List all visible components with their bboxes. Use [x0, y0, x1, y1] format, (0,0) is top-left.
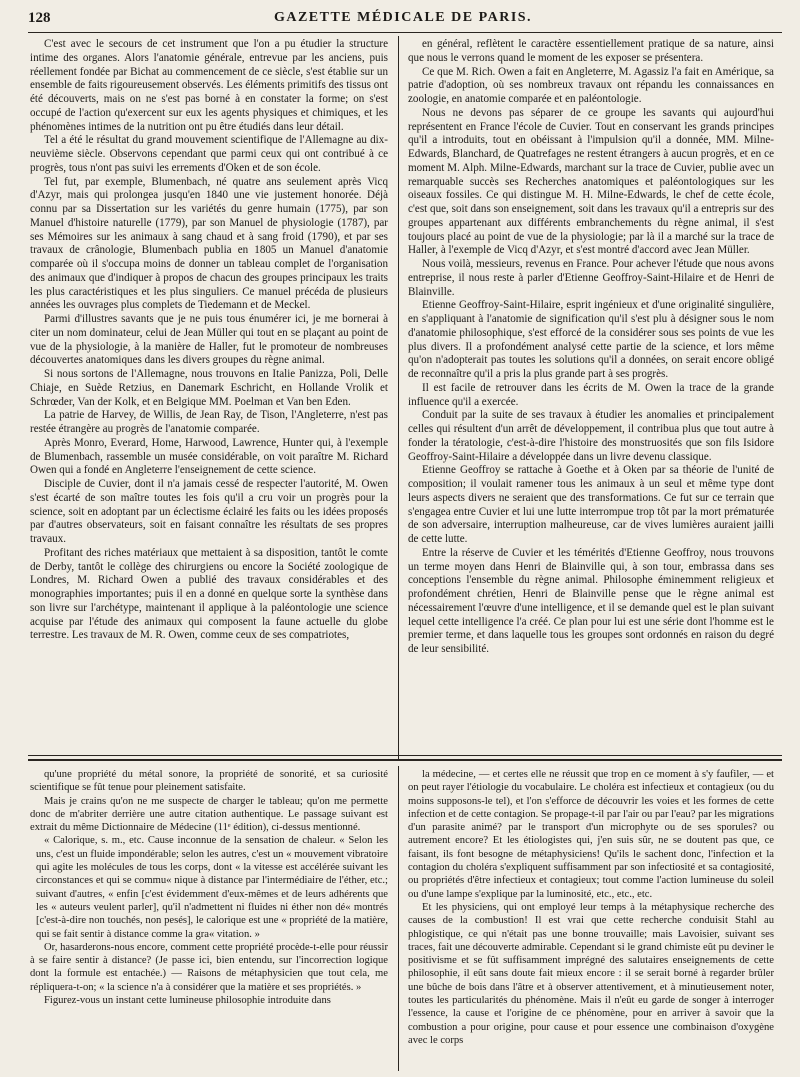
dictionary-quote [30, 834, 388, 940]
paragraph: Profitant des riches matériaux que mettaient à sa disposition, tantôt le comte de Derby, tantôt le collège des chirurgiens ou encore la Société zoologique de Londres, M. Richard Owen a publié des travaux considérables et des monographies importantes; puis il en a donné en quelque sorte la synthèse dans son livre sur l'archétype, maintenant il applique à la paléontologie une science acquise par l'étude des animaux qui composent la faune actuelle du globe terrestre. Les travaux de M. R. Owen, comme ceux de ses compatriotes, [30, 546, 388, 642]
paragraph: Figurez-vous un instant cette lumineuse philosophie introduite dans [44, 995, 331, 1007]
header-rule [28, 32, 782, 33]
paragraph: Tel a été le résultat du grand mouvement scientifique de l'Allemagne au dix-neuvième siècle. Observons cependant que parmi ceux qui ont contribué à ce progrès, tous n'ont pas suivi les errements d'Oken et de son école. [30, 134, 388, 174]
paragraph: Etienne Geoffroy-Saint-Hilaire, esprit ingénieux et d'une originalité singulière, en s'appliquant à l'anatomie de signification qu'il s'est plu à désigner sous le nom d'anatomie philosophique, s'est efforcé de la considérer sous ses points de vue les plus divers. Il a profondément analysé cette partie de la science, et lors même qu'on n'adopterait pas toutes les solutions qu'il a données, on serait encore obligé de reconnaître qu'il a pris la plus grande part à ses progrès. [408, 299, 774, 380]
paragraph: Il est facile de retrouver dans les écrits de M. Owen la trace de la grande influence qu'il a exercée. [408, 381, 774, 408]
section-divider [28, 755, 782, 756]
paragraph: La patrie de Harvey, de Willis, de Jean Ray, de Tison, l'Angleterre, n'est pas restée étrangère au progrès de l'anatomie comparée. [30, 409, 388, 435]
paragraph: Si nous sortons de l'Allemagne, nous trouvons en Italie Panizza, Poli, Delle Chiaje, en Suède Retzius, en Danemark Eschricht, en Hollande Vrolik et Schrœder, Van der Kolk, et en Belgique MM. Poelman et Van ben Eden. [30, 368, 388, 408]
paragraph: Tel fut, par exemple, Blumenbach, né quatre ans seulement après Vicq d'Azyr, mais qui prolongea jusqu'en 1840 une vie justement honorée. Déjà connu par sa Dissertation sur les variétés du genre humain (1775), par son Manuel d'histoire naturelle (1779), par son Manuel de physiologie (1787), par ses Mémoires sur les animaux à sang chaud et à sang froid (1790), et par ses travaux de crânologie, Blumenbach publia en 1805 un Manuel d'anatomie comparée où il s'occupa moins de donner un tableau complet de l'organisation des animaux que d'indiquer à propos de chacun des groupes principaux les traits les plus caractéristiques et les plus singuliers. Ce manuel précéda de plusieurs années les ouvrages plus complets de Tiedemann et de Meckel. [30, 175, 388, 312]
column-divider-bottom [398, 766, 399, 1071]
paragraph: Nous ne devons pas séparer de ce groupe les savants qui aujourd'hui représentent en France l'école de Cuvier. Tout en conservant les grands principes qu'il a introduits, tout en obéissant à l'impulsion qu'il a donnée, MM. Milne-Edwards, Blanchard, de Quatrefages ne restent étrangers à aucun progrès, et en ce moment M. Alph. Milne-Edwards, marchant sur la trace de Cuvier, publie avec un remarquable succès ses Recherches anatomiques et paléontologiques sur les oiseaux fossiles. Ce qui distingue M. H. Milne-Edwards, le chef de cette école, c'est que, soit dans son enseignement, soit dans les travaux qu'il a entrepris sur des groupes appartenant aux différents embranchements du règne animal, il s'est toujours placé au point de vue de la physiologie; par là il a marché sur la trace de Haller, à l'exemple de Vicq d'Azyr, et s'est montré d'accord avec Jean Müller. [408, 106, 774, 257]
running-title: GAZETTE MÉDICALE DE PARIS. [273, 10, 533, 25]
paragraph: Etienne Geoffroy se rattache à Goethe et à Oken par sa théorie de l'unité de composition; il voulait ramener tous les animaux à un seul et même type dont leurs aspects divers ne seraient que des transformations. Ce fut sur ce terrain que s'engagea entre Cuvier et lui une lutte interrompue trop tôt par la mort prématurée de son adversaire, interruption malheureuse, car de vives lumières auraient jailli de cette lutte. [408, 464, 774, 545]
paragraph: Entre la réserve de Cuvier et les témérités d'Etienne Geoffroy, nous trouvons un terme moyen dans Henri de Blainville qui, à son tour, embrassa dans ses conceptions l'ensemble du règne animal. Philosophe éminemment religieux et profondément chrétien, Henri de Blainville pense que le règne animal est nécessairement l'œuvre d'une intelligence, et il se demande quel est le plan suivant lequel cette intelligence l'a créé. Ce plan pour lui est une série dont l'homme est le premier terme, et dans laquelle tous les groupes sont ordonnés en raison du degré de leur sensibilité. [408, 546, 774, 655]
paragraph: Et les physiciens, qui ont employé leur temps à la métaphysique recherche des causes de la combustion! Il est vrai que cette recherche conduisit Stahl au phlogistique, ce qui n'était pas une bonne trouvaille; mais Lavoisier, suivant ses traces, fait une découverte admirable. Cependant si le grand chimiste eût pu deviner le positivisme et se fût suffisamment imprégné des salutaires enseignements de cette philosophie, il eût sans doute fait mieux encore : il se serait borné à regarder brûler une bûche de bois dans l'âtre et à observer attentivement, et à minutieusement noter, toutes les particularités du phénomène. Mais il n'eût eu garde de songer à interroger l'essence, la cause et l'origine de ce phénomène, pour en arriver à savoir que la combustion a pour origine, pour cause et pour essence une combinaison d'oxygène avec le corps [408, 901, 774, 1046]
paragraph: la médecine, — et certes elle ne réussit que trop en ce moment à s'y faufiler, — et on peut rayer l'étiologie du vocabulaire. Le choléra est infectieux et contagieux (ou du moins supposons-le tel), et l'on s'efforce de découvrir les voies et les formes de cette infection et de cette contagion. Se propage-t-il par l'air ou par l'eau? par les migrations d'un parasite animé? par le transport d'un microphyte ou de ses sporules? ou autrement encore? Et les étiologistes qui, j'en suis sûr, ne se doutent pas que, ce faisant, ils font besogne de métaphysiciens! Qu'ils le sachent donc, l'infection et la contagion du choléra s'expliquent suffisamment par son infectiosité et sa contagiosité, ou propriétés d'être infectieux et contagieux; tout comme l'action lumineuse du soleil ou d'une lampe s'explique par la luminosité, etc., etc., etc. [408, 769, 774, 900]
top-right-column [408, 38, 774, 750]
paragraph: Mais je crains qu'on ne me suspecte de charger le tableau; qu'on me permette donc de m'abriter derrière une autre citation authentique. Le passage suivant est extrait du même Dictionnaire de Médecine (11ᵉ édition), ci-dessus mentionné. [30, 795, 388, 834]
paragraph: qu'une propriété du métal sonore, la propriété de sonorité, et sa curiosité scientifique se fût tenue pour pleinement satisfaite. [30, 769, 388, 794]
bottom-left-column [30, 768, 388, 1072]
paragraph: Après Monro, Everard, Home, Harwood, Lawrence, Hunter qui, à l'exemple de Blumenbach, rassemble un musée considérable, on voit paraître M. Richard Owen qui a fondé en Angleterre l'enseignement de cette science. [30, 436, 388, 477]
paragraph: Parmi d'illustres savants que je ne puis tous énumérer ici, je me bornerai à citer un nom dominateur, celui de Jean Müller qui tout en se plaçant au point de vue de la physiologie, à la manière de Haller, fut le promoteur de nombreuses découvertes anatomiques dans les divers groupes du règne animal. [30, 313, 388, 367]
bottom-right-column [408, 768, 774, 1072]
column-divider-top [398, 36, 399, 759]
paragraph: Ce que M. Rich. Owen a fait en Angleterre, M. Agassiz l'a fait en Amérique, sa patrie d'adoption, où ses nombreux travaux ont répandu les connaissances en zoologie, en anatomie comparée et en paléontologie. [408, 65, 774, 105]
top-left-column [30, 38, 388, 750]
paragraph: Nous voilà, messieurs, revenus en France. Pour achever l'étude que nous avons entreprise, il nous reste à parler d'Etienne Geoffroy-Saint-Hilaire et de Henri de Blainville. [408, 258, 774, 298]
page-header [28, 8, 778, 30]
paragraph: C'est avec le secours de cet instrument que l'on a pu étudier la structure intime des organes. Alors l'anatomie générale, entrevue par les anciens, puis réellement fondée par Bichat au commencement de ce siècle, s'est établie sur un ensemble de faits rigoureusement observés. Les éléments primitifs des tissus ont été découverts, mais on ne s'est pas borné à en constater la forme; on s'est occupé de l'action qu'exercent sur eux les agents physiques et chimiques, et les phénomènes intimes de la nutrition ont pu être étudiés dans leur détail. [30, 38, 388, 133]
section-divider-thick [28, 759, 782, 761]
paragraph: Conduit par la suite de ses travaux à étudier les anomalies et principalement celles qui résultent d'un arrêt de développement, il contribua plus que tout autre à fonder la tératologie, c'est-à-dire l'histoire des monstruosités que son fils Isidore Geoffroy-Saint-Hilaire a développée dans un livre devenu classique. [408, 409, 774, 463]
page-number: 128 [28, 10, 51, 26]
paragraph: Or, hasarderons-nous encore, comment cette propriété procède-t-elle pour réussir à se faire sentir à distance? (Je passe ici, bien entendu, sur l'incorrection logique dont la formule est entachée.) — Raisons de métaphysicien que tout cela, me répliquera-t-on; « la science n'a à considérer que la matière et ses propriétés. » [30, 941, 388, 993]
paragraph: en général, reflètent le caractère essentiellement pratique de sa nature, ainsi que nous le verrons quand le moment de les exposer se présentera. [408, 38, 774, 64]
paragraph: Disciple de Cuvier, dont il n'a jamais cessé de respecter l'autorité, M. Owen s'est écarté de son maître toutes les fois qu'il a cru voir un progrès pour la science, soit en adoptant par un éclectisme éclairé les faits ou les idées proposés par d'autres observateurs, soit en faisant connaître les résultats de ses propres travaux. [30, 478, 388, 545]
quote-paragraph: « Calorique, s. m., etc. Cause inconnue de la sensation de chaleur. « Selon les uns, c'est un fluide impondérable; selon les autres, c'est un « mouvement vibratoire qui agite les molécules de tous les corps, dont « la vitesse est accélérée suivant les circonstances et qui se commu« nique à distance par l'intermédiaire de l'éther, etc.; suivant d'autres, « enfin [c'est évidemment d'eux-mêmes et de leurs adhérents que les « auteurs veulent parler], qu'il n'admettent ni fluides ni éther non dé« montrés [c'est-à-dire non touchés, non pesés], le calorique est une « propriété de la matière, qui se fait sentir à distance comme la gra« vitation. » [36, 835, 388, 940]
